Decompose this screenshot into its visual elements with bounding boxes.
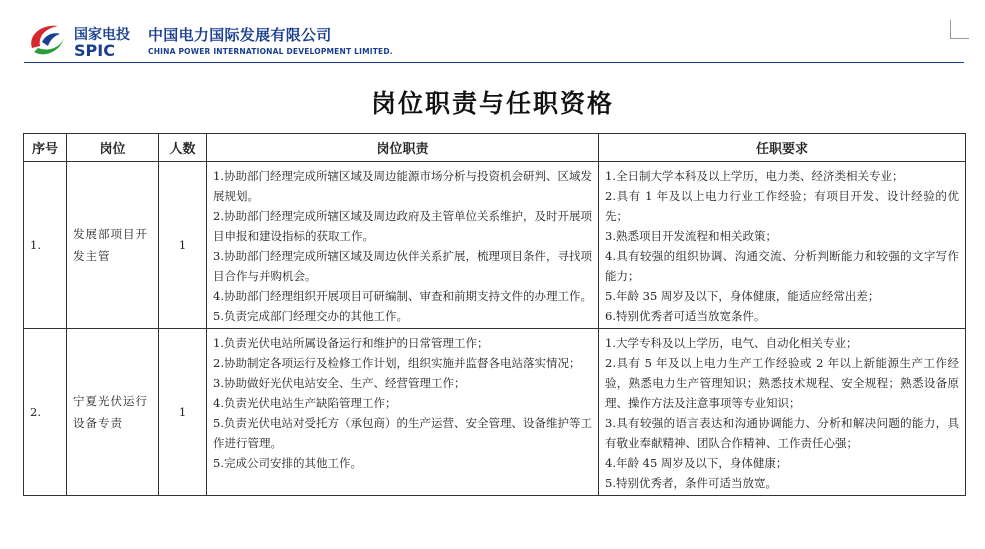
row-count: 1 <box>159 162 207 329</box>
requirement-item: 6.特别优秀者可适当放宽条件。 <box>605 309 766 323</box>
requirement-item: 3.熟悉项目开发流程和相关政策； <box>605 229 777 243</box>
duty-item: 4.负责光伏电站生产缺陷管理工作； <box>213 396 397 410</box>
requirement-item: 4.年龄 45 周岁及以下，身体健康； <box>605 456 788 470</box>
company-name-chinese: 中国电力国际发展有限公司 <box>148 26 332 44</box>
requirement-item: 1.大学专科及以上学历，电气、自动化相关专业； <box>605 336 858 350</box>
duty-item: 3.协助部门经理完成所辖区域及周边伙伴关系扩展，梳理项目条件，寻找项目合作与并购机会。 <box>213 249 592 283</box>
duty-item: 2.协助制定各项运行及检修工作计划，组织实施并监督各电站落实情况； <box>213 356 581 370</box>
row-requirements <box>599 162 966 329</box>
requirement-item: 4.具有较强的组织协调、沟通交流、分析判断能力和较强的文字写作能力； <box>605 249 959 283</box>
header-requirements: 任职要求 <box>599 134 966 162</box>
row-count: 1 <box>159 329 207 496</box>
requirement-item: 3.具有较强的语言表达和沟通协调能力、分析和解决问题的能力，具有敬业奉献精神、团队合作精神、工作责任心强； <box>605 416 959 450</box>
row-duties <box>207 329 599 496</box>
requirement-item: 2.具有 1 年及以上电力行业工作经验；有项目开发、设计经验的优先； <box>605 189 959 223</box>
job-table <box>23 133 966 496</box>
header-divider <box>24 62 964 63</box>
row-duties <box>207 162 599 329</box>
company-name-english: CHINA POWER INTERNATIONAL DEVELOPMENT LIMITED. <box>148 47 393 56</box>
requirement-item: 5.年龄 35 周岁及以下，身体健康，能适应经常出差； <box>605 289 880 303</box>
duty-item: 1.负责光伏电站所属设备运行和维护的日常管理工作； <box>213 336 489 350</box>
requirement-item: 5.特别优秀者，条件可适当放宽。 <box>605 476 777 490</box>
header-count: 人数 <box>159 134 207 162</box>
requirement-item: 1.全日制大学本科及以上学历，电力类、经济类相关专业； <box>605 169 904 183</box>
page-corner-mark <box>950 20 969 39</box>
logo-english-text: SPIC <box>74 41 115 60</box>
row-requirements <box>599 329 966 496</box>
requirement-item: 2.具有 5 年及以上电力生产工作经验或 2 年以上新能源生产工作经验，熟悉电力生产管理知识；熟悉技术规程、安全规程；熟悉设备原理、操作方法及注意事项等专业知识； <box>605 356 959 410</box>
duty-item: 1.协助部门经理完成所辖区域及周边能源市场分析与投资机会研判、区域发展规划。 <box>213 169 592 203</box>
letterhead <box>24 14 964 64</box>
table-header-row <box>24 134 966 162</box>
row-position: 发展部项目开发主管 <box>67 162 159 329</box>
duty-item: 5.负责完成部门经理交办的其他工作。 <box>213 309 408 323</box>
row-position: 宁夏光伏运行设备专责 <box>67 329 159 496</box>
header-duties: 岗位职责 <box>207 134 599 162</box>
duty-item: 3.协助做好光伏电站安全、生产、经营管理工作； <box>213 376 466 390</box>
logo-chinese-text: 国家电投 <box>74 27 130 43</box>
duty-item: 5.负责光伏电站对受托方（承包商）的生产运营、安全管理、设备维护等工作进行管理。 <box>213 416 592 450</box>
page-title: 岗位职责与任职资格 <box>370 89 614 118</box>
header-position: 岗位 <box>67 134 159 162</box>
spic-logo-icon <box>24 18 68 62</box>
header-index: 序号 <box>24 134 67 162</box>
table-row <box>24 162 966 329</box>
duty-item: 2.协助部门经理完成所辖区域及周边政府及主管单位关系维护，及时开展项目申报和建设指标的获取工作。 <box>213 209 592 243</box>
row-index: 1. <box>24 162 67 329</box>
duty-item: 4.协助部门经理组织开展项目可研编制、审查和前期支持文件的办理工作。 <box>213 289 592 303</box>
duty-item: 5.完成公司安排的其他工作。 <box>213 456 362 470</box>
table-row <box>24 329 966 496</box>
row-index: 2. <box>24 329 67 496</box>
